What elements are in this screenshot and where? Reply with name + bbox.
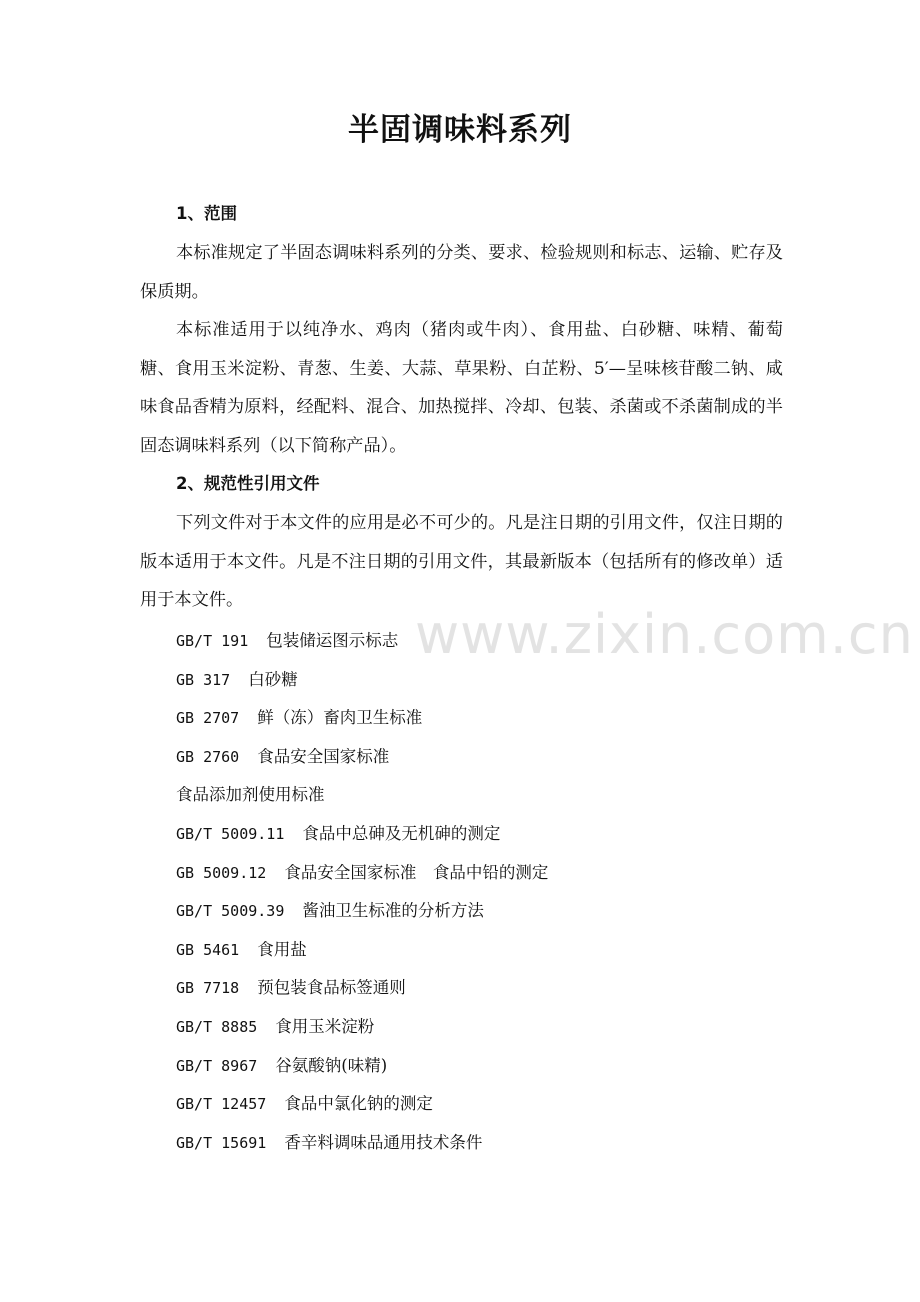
reference-title: 食品添加剂使用标准 [176,785,325,805]
reference-code: GB/T 8885 [176,1017,258,1036]
scope-paragraph-1: 本标准规定了半固态调味料系列的分类、要求、检验规则和标志、运输、贮存及保质期。 [140,243,783,302]
reference-code: GB/T 15691 [176,1133,267,1152]
reference-title: 食用盐 [257,939,307,959]
reference-item [176,969,548,1008]
reference-title: 酱油卫生标准的分析方法 [302,901,484,921]
reference-code: GB 5461 [176,940,240,959]
reference-code: GB/T 5009.11 [176,824,285,843]
reference-title: 鲜（冻）畜肉卫生标准 [257,708,423,728]
scope-paragraph-2: 本标准适用于以纯净水、鸡肉（猪肉或牛肉）、食用盐、白砂糖、味精、葡萄糖、食用玉米淀粉、青葱、生姜、大蒜、草果粉、白芷粉、5′—呈味核苷酸二钠、咸味食品香精为原料，经配料、混合、加热搅拌、冷却、包装、杀菌或不杀菌制成的半固态调味料系列（以下简称产品）。 [140,320,783,456]
reference-item [176,815,548,854]
reference-title: 食品中氯化钠的测定 [284,1094,433,1114]
reference-title: 香辛料调味品通用技术条件 [284,1132,483,1152]
reference-list [176,622,548,1162]
watermark: www.zixin.com.cn [415,603,914,666]
reference-item [176,1124,548,1163]
reference-title: 食品中总砷及无机砷的测定 [302,823,501,843]
reference-item [176,738,548,777]
reference-item [176,892,548,931]
reference-code: GB 7718 [176,979,240,998]
reference-item [176,854,548,893]
reference-code: GB/T 5009.39 [176,902,285,921]
reference-item [176,622,548,661]
reference-title: 食用玉米淀粉 [275,1016,375,1036]
document-title: 半固调味料系列 [348,112,572,148]
section-heading-references: 2、规范性引用文件 [176,474,320,493]
reference-item [176,776,548,815]
reference-code: GB 5009.12 [176,863,267,882]
reference-title: 包装储运图示标志 [266,631,399,650]
reference-code: GB/T 12457 [176,1095,267,1114]
reference-title: 谷氨酸钠(味精) [275,1055,388,1075]
reference-item [176,661,548,700]
section-heading-scope: 1、范围 [176,204,237,223]
reference-title: 白砂糖 [248,669,298,689]
reference-code: GB 317 [176,670,231,689]
reference-code: GB 2760 [176,747,240,766]
reference-item [176,1085,548,1124]
reference-item [176,931,548,970]
reference-title: 食品安全国家标准 [257,746,390,766]
reference-item [176,699,548,738]
reference-item [176,1047,548,1086]
reference-code: GB 2707 [176,709,240,728]
reference-title: 预包装食品标签通则 [257,978,406,998]
reference-item [176,1008,548,1047]
reference-title: 食品安全国家标准 食品中铅的测定 [284,862,549,882]
reference-code: GB/T 8967 [176,1056,258,1075]
references-intro-paragraph: 下列文件对于本文件的应用是必不可少的。凡是注日期的引用文件，仅注日期的版本适用于本文件。凡是不注日期的引用文件，其最新版本（包括所有的修改单）适用于本文件。 [140,513,783,611]
reference-code: GB/T 191 [176,632,249,650]
